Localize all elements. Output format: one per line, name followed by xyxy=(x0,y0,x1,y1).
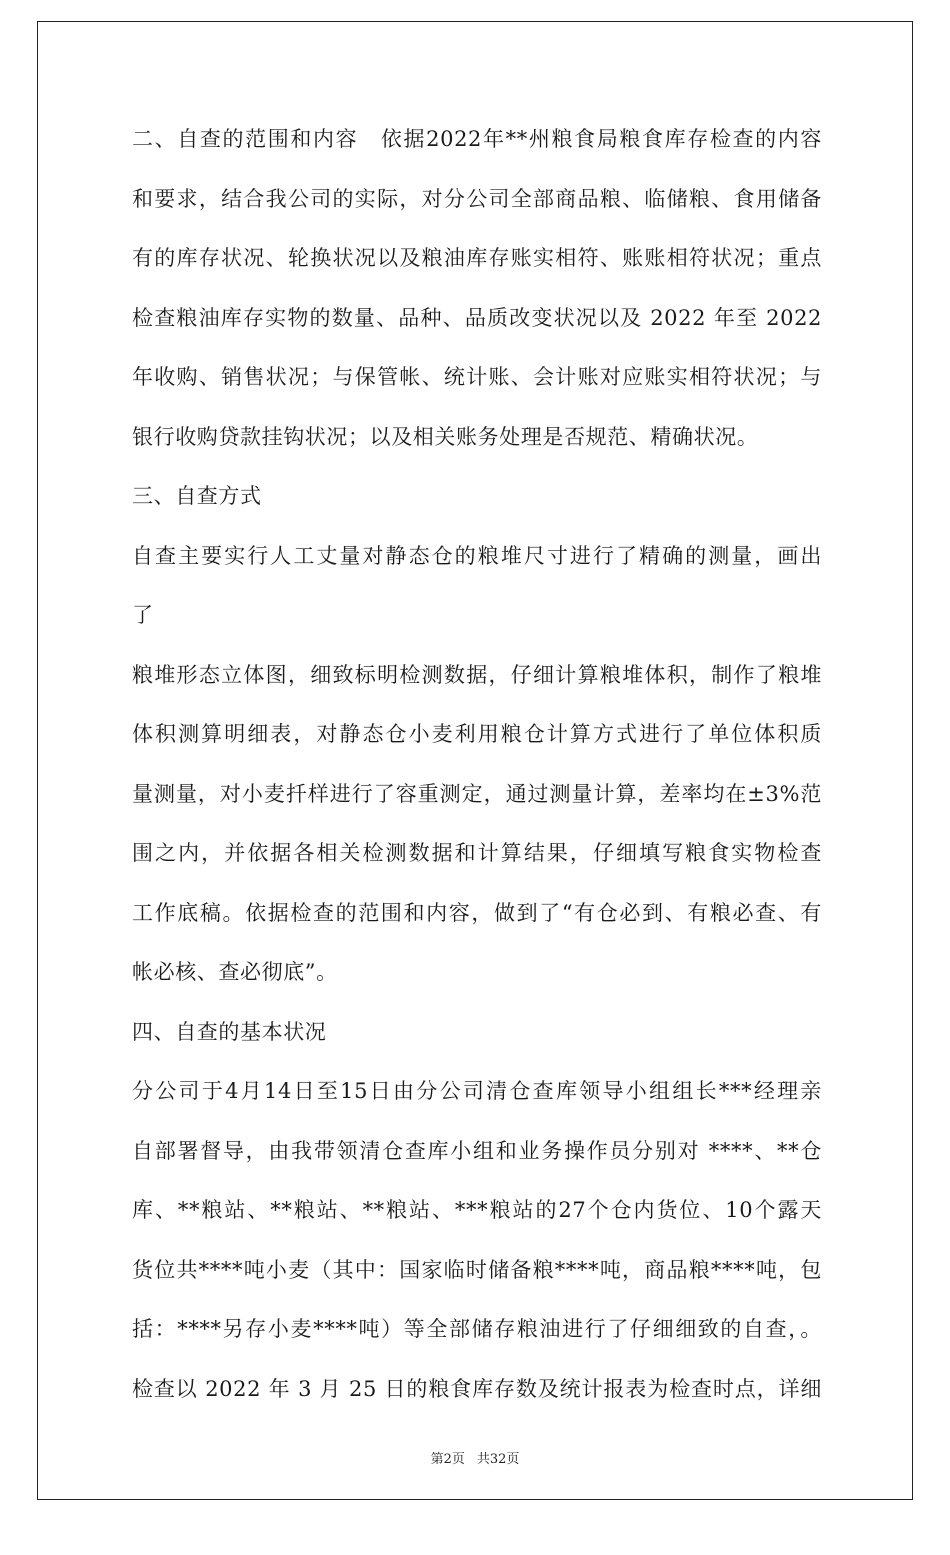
page-total: 共32页 xyxy=(476,1452,520,1467)
text-line: 量测量，对小麦扦样进行了容重测定，通过测量计算，差率均在±3%范 xyxy=(132,781,822,806)
text-line: 粮堆形态立体图，细致标明检测数据，仔细计算粮堆体积，制作了粮堆 xyxy=(132,662,822,687)
text-line: 库、**粮站、**粮站、**粮站、***粮站的27个仓内货位、10个露天 xyxy=(132,1198,822,1222)
text-line: 自查主要实行人工丈量对静态仓的粮堆尺寸进行了精确的测量，画出 xyxy=(132,543,822,568)
text-line: 年收购、销售状况；与保管帐、统计账、会计账对应账实相符状况；与 xyxy=(132,365,822,389)
page-number: 第2页 xyxy=(430,1452,465,1467)
text-line: 了 xyxy=(132,603,154,627)
text-line: 检查粮油库存实物的数量、品种、品质改变状况以及 2022 年至 2022 xyxy=(132,305,822,330)
section-heading: 三、自查方式 xyxy=(132,484,262,508)
text-line: 银行收购贷款挂钩状况；以及相关账务处理是否规范、精确状况。 xyxy=(132,424,759,449)
text-line: 围之内，并依据各相关检测数据和计算结果，仔细填写粮食实物检查 xyxy=(132,841,822,865)
section-heading: 四、自查的基本状况 xyxy=(132,1019,327,1044)
text-line: 有的库存状况、轮换状况以及粮油库存账实相符、账账相符状况；重点 xyxy=(132,246,822,270)
text-line: 和要求，结合我公司的实际，对分公司全部商品粮、临储粮、食用储备 xyxy=(132,186,822,211)
text-line: 帐必核、查必彻底”。 xyxy=(132,960,338,984)
text-line: 二、自查的范围和内容 依据2022年**州粮食局粮食库存检查的内容 xyxy=(132,127,822,151)
text-line: 分公司于4月14日至15日由分公司清仓查库领导小组组长***经理亲 xyxy=(132,1079,822,1103)
text-line: 工作底稿。依据检查的范围和内容，做到了“有仓必到、有粮必查、有 xyxy=(132,900,822,925)
text-line: 括：****另存小麦****吨）等全部储存粮油进行了仔细细致的自查，。 xyxy=(132,1317,822,1341)
text-line: 自部署督导，由我带领清仓查库小组和业务操作员分别对 ****、**仓 xyxy=(132,1138,822,1163)
document-body xyxy=(132,110,822,1419)
page-footer xyxy=(0,1448,950,1467)
text-line: 体积测算明细表，对静态仓小麦利用粮仓计算方式进行了单位体积质 xyxy=(132,722,822,746)
text-line: 检查以 2022 年 3 月 25 日的粮食库存数及统计报表为检查时点，详细 xyxy=(132,1376,822,1401)
text-line: 货位共****吨小麦（其中：国家临时储备粮****吨，商品粮****吨，包 xyxy=(132,1257,822,1282)
